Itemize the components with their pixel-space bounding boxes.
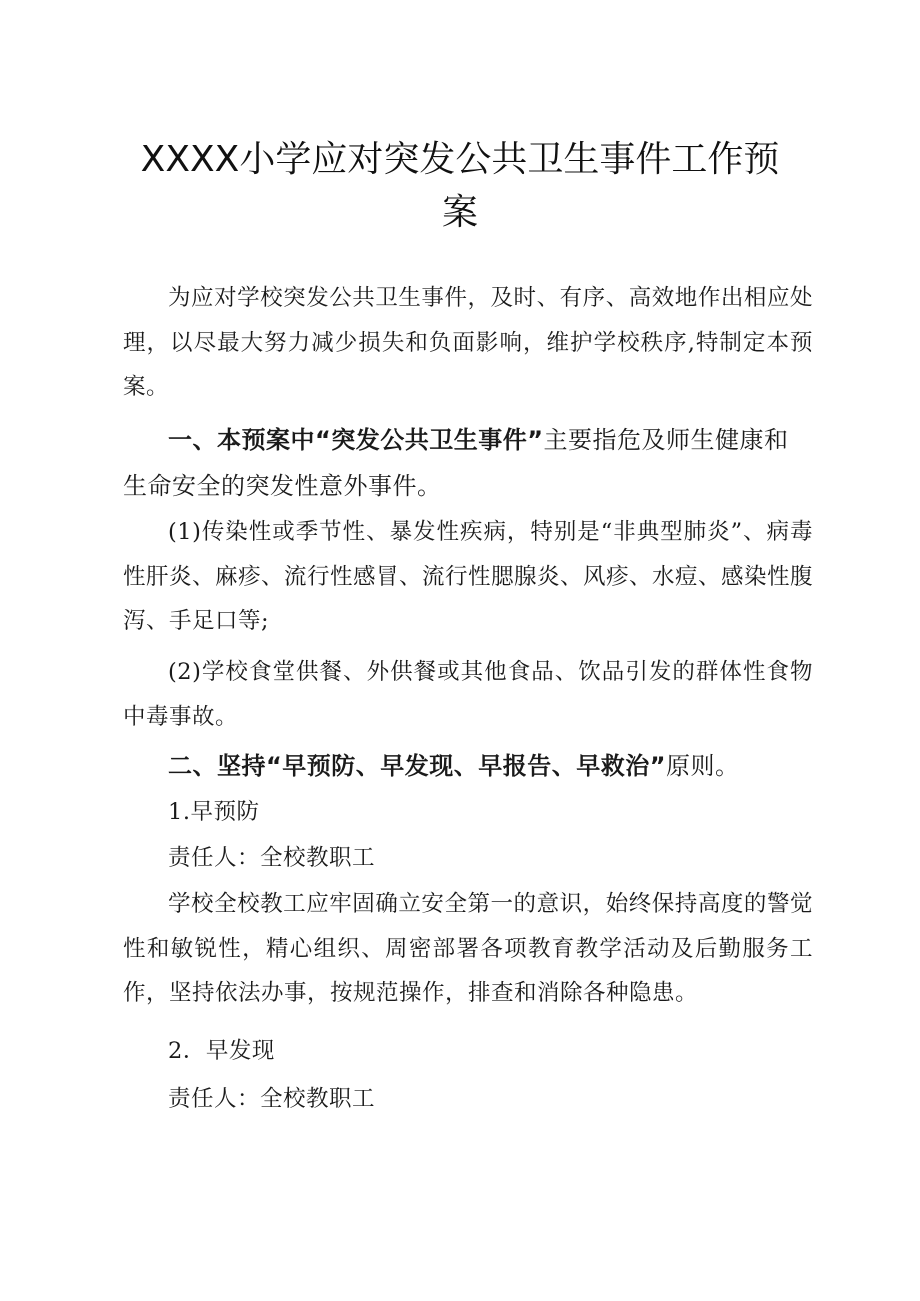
list-item-1: (1)传染性或季节性、暴发性疾病，特别是“非典型肺炎”、病毒性肝炎、麻疹、流行性感冒、流行性腮腺炎、风疹、水痘、感染性腹泻、手足口等; bbox=[123, 519, 814, 634]
section-1-emphasis: “突发公共卫生事件” bbox=[315, 426, 544, 454]
subsection-1-owner: 责任人：全校教职工 bbox=[168, 845, 376, 871]
subsection-1-body: 学校全校教工应牢固确立安全第一的意识，始终保持高度的警觉性和敏锐性，精心组织、周密部署各项教育教学活动及后勤服务工作，坚持依法办事，按规范操作，排查和消除各种隐患。 bbox=[123, 891, 813, 1006]
section-2-emphasis: “早预防、早发现、早报告、早救治” bbox=[266, 752, 667, 780]
section-2-heading bbox=[123, 743, 813, 789]
subsection-2-title: 2．早发现 bbox=[168, 1038, 275, 1064]
document-title: XXXX小学应对突发公共卫生事件工作预案 bbox=[140, 139, 780, 233]
section-1-heading bbox=[123, 417, 813, 509]
section-2-tail: 原则。 bbox=[666, 752, 740, 780]
section-2-lead: 二、坚持 bbox=[168, 752, 266, 780]
list-item-2: (2)学校食堂供餐、外供餐或其他食品、饮品引发的群体性食物中毒事故。 bbox=[123, 659, 813, 730]
section-1-lead: 一、本预案中 bbox=[168, 426, 315, 454]
subsection-2-owner: 责任人：全校教职工 bbox=[168, 1086, 376, 1112]
intro-paragraph: 为应对学校突发公共卫生事件，及时、有序、高效地作出相应处理，以尽最大努力减少损失和负面影响，维护学校秩序,特制定本预案。 bbox=[123, 285, 813, 400]
section-1-tail: 主要指危及师生健康和生命安全的突发性意外事件。 bbox=[123, 426, 789, 500]
subsection-1-title: 1.早预防 bbox=[168, 799, 260, 825]
